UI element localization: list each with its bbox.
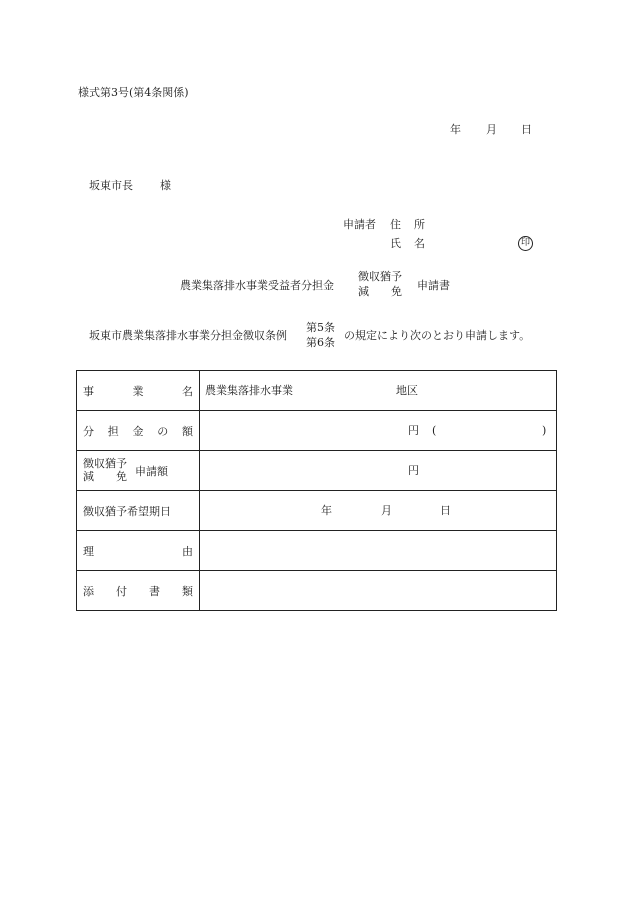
statement-suffix: の規定により次のとおり申請します。 bbox=[344, 329, 531, 342]
name-label-2: 名 bbox=[414, 237, 425, 250]
article-6: 第6条 bbox=[306, 336, 335, 349]
title-option-exemption-1: 減 bbox=[358, 285, 369, 298]
table-row bbox=[77, 371, 557, 411]
seal-mark: 印 bbox=[518, 236, 533, 251]
form-number: 様式第3号(第4条関係) bbox=[78, 86, 189, 99]
label-reason: 理 由 bbox=[77, 531, 200, 571]
title-suffix: 申請書 bbox=[417, 279, 450, 292]
value-business-name[interactable] bbox=[200, 371, 557, 411]
article-5: 第5条 bbox=[306, 321, 335, 334]
label-share-amount: 分 担 金 の 額 bbox=[77, 411, 200, 451]
address-label-2: 所 bbox=[414, 218, 425, 231]
title-options bbox=[358, 271, 402, 297]
paren-close: ) bbox=[542, 424, 547, 437]
name-label-1: 氏 bbox=[390, 237, 401, 250]
deferral-month: 月 bbox=[381, 504, 392, 517]
address-label-1: 住 bbox=[390, 218, 401, 231]
value-attachments[interactable] bbox=[200, 571, 557, 611]
deferral-year: 年 bbox=[321, 504, 332, 517]
statement-articles bbox=[306, 322, 335, 348]
table-row bbox=[77, 491, 557, 531]
applicant-label: 申請者 bbox=[343, 218, 376, 231]
business-name-text: 農業集落排水事業 bbox=[205, 384, 293, 397]
title-option-deferral: 徴収猶予 bbox=[358, 270, 402, 283]
table-row bbox=[77, 451, 557, 491]
addressee-honorific: 様 bbox=[160, 179, 171, 192]
label-business-name: 事 業 名 bbox=[77, 371, 200, 411]
district-label: 地区 bbox=[396, 384, 418, 397]
label-deferral-date: 徴収猶予希望期日 bbox=[77, 491, 200, 531]
date-month: 月 bbox=[486, 123, 497, 136]
title-option-exemption-2: 免 bbox=[391, 285, 402, 298]
table-row bbox=[77, 531, 557, 571]
statement-prefix: 坂東市農業集落排水事業分担金徴収条例 bbox=[89, 329, 287, 342]
value-reason[interactable] bbox=[200, 531, 557, 571]
title-prefix: 農業集落排水事業受益者分担金 bbox=[180, 279, 334, 292]
label-request-amount: 徴収猶予 減 免 申請額 bbox=[77, 451, 200, 491]
label-attachments: 添 付 書 類 bbox=[77, 571, 200, 611]
value-share-amount[interactable] bbox=[200, 411, 557, 451]
request-yen: 円 bbox=[408, 464, 419, 477]
paren-open: ( bbox=[432, 424, 437, 437]
value-request-amount[interactable] bbox=[200, 451, 557, 491]
share-yen: 円 bbox=[408, 424, 419, 437]
application-table bbox=[76, 370, 557, 611]
table-row bbox=[77, 571, 557, 611]
deferral-day: 日 bbox=[440, 504, 451, 517]
value-deferral-date[interactable] bbox=[200, 491, 557, 531]
table-row bbox=[77, 411, 557, 451]
date-year: 年 bbox=[450, 123, 461, 136]
addressee-name: 坂東市長 bbox=[89, 179, 133, 192]
date-day: 日 bbox=[521, 123, 532, 136]
